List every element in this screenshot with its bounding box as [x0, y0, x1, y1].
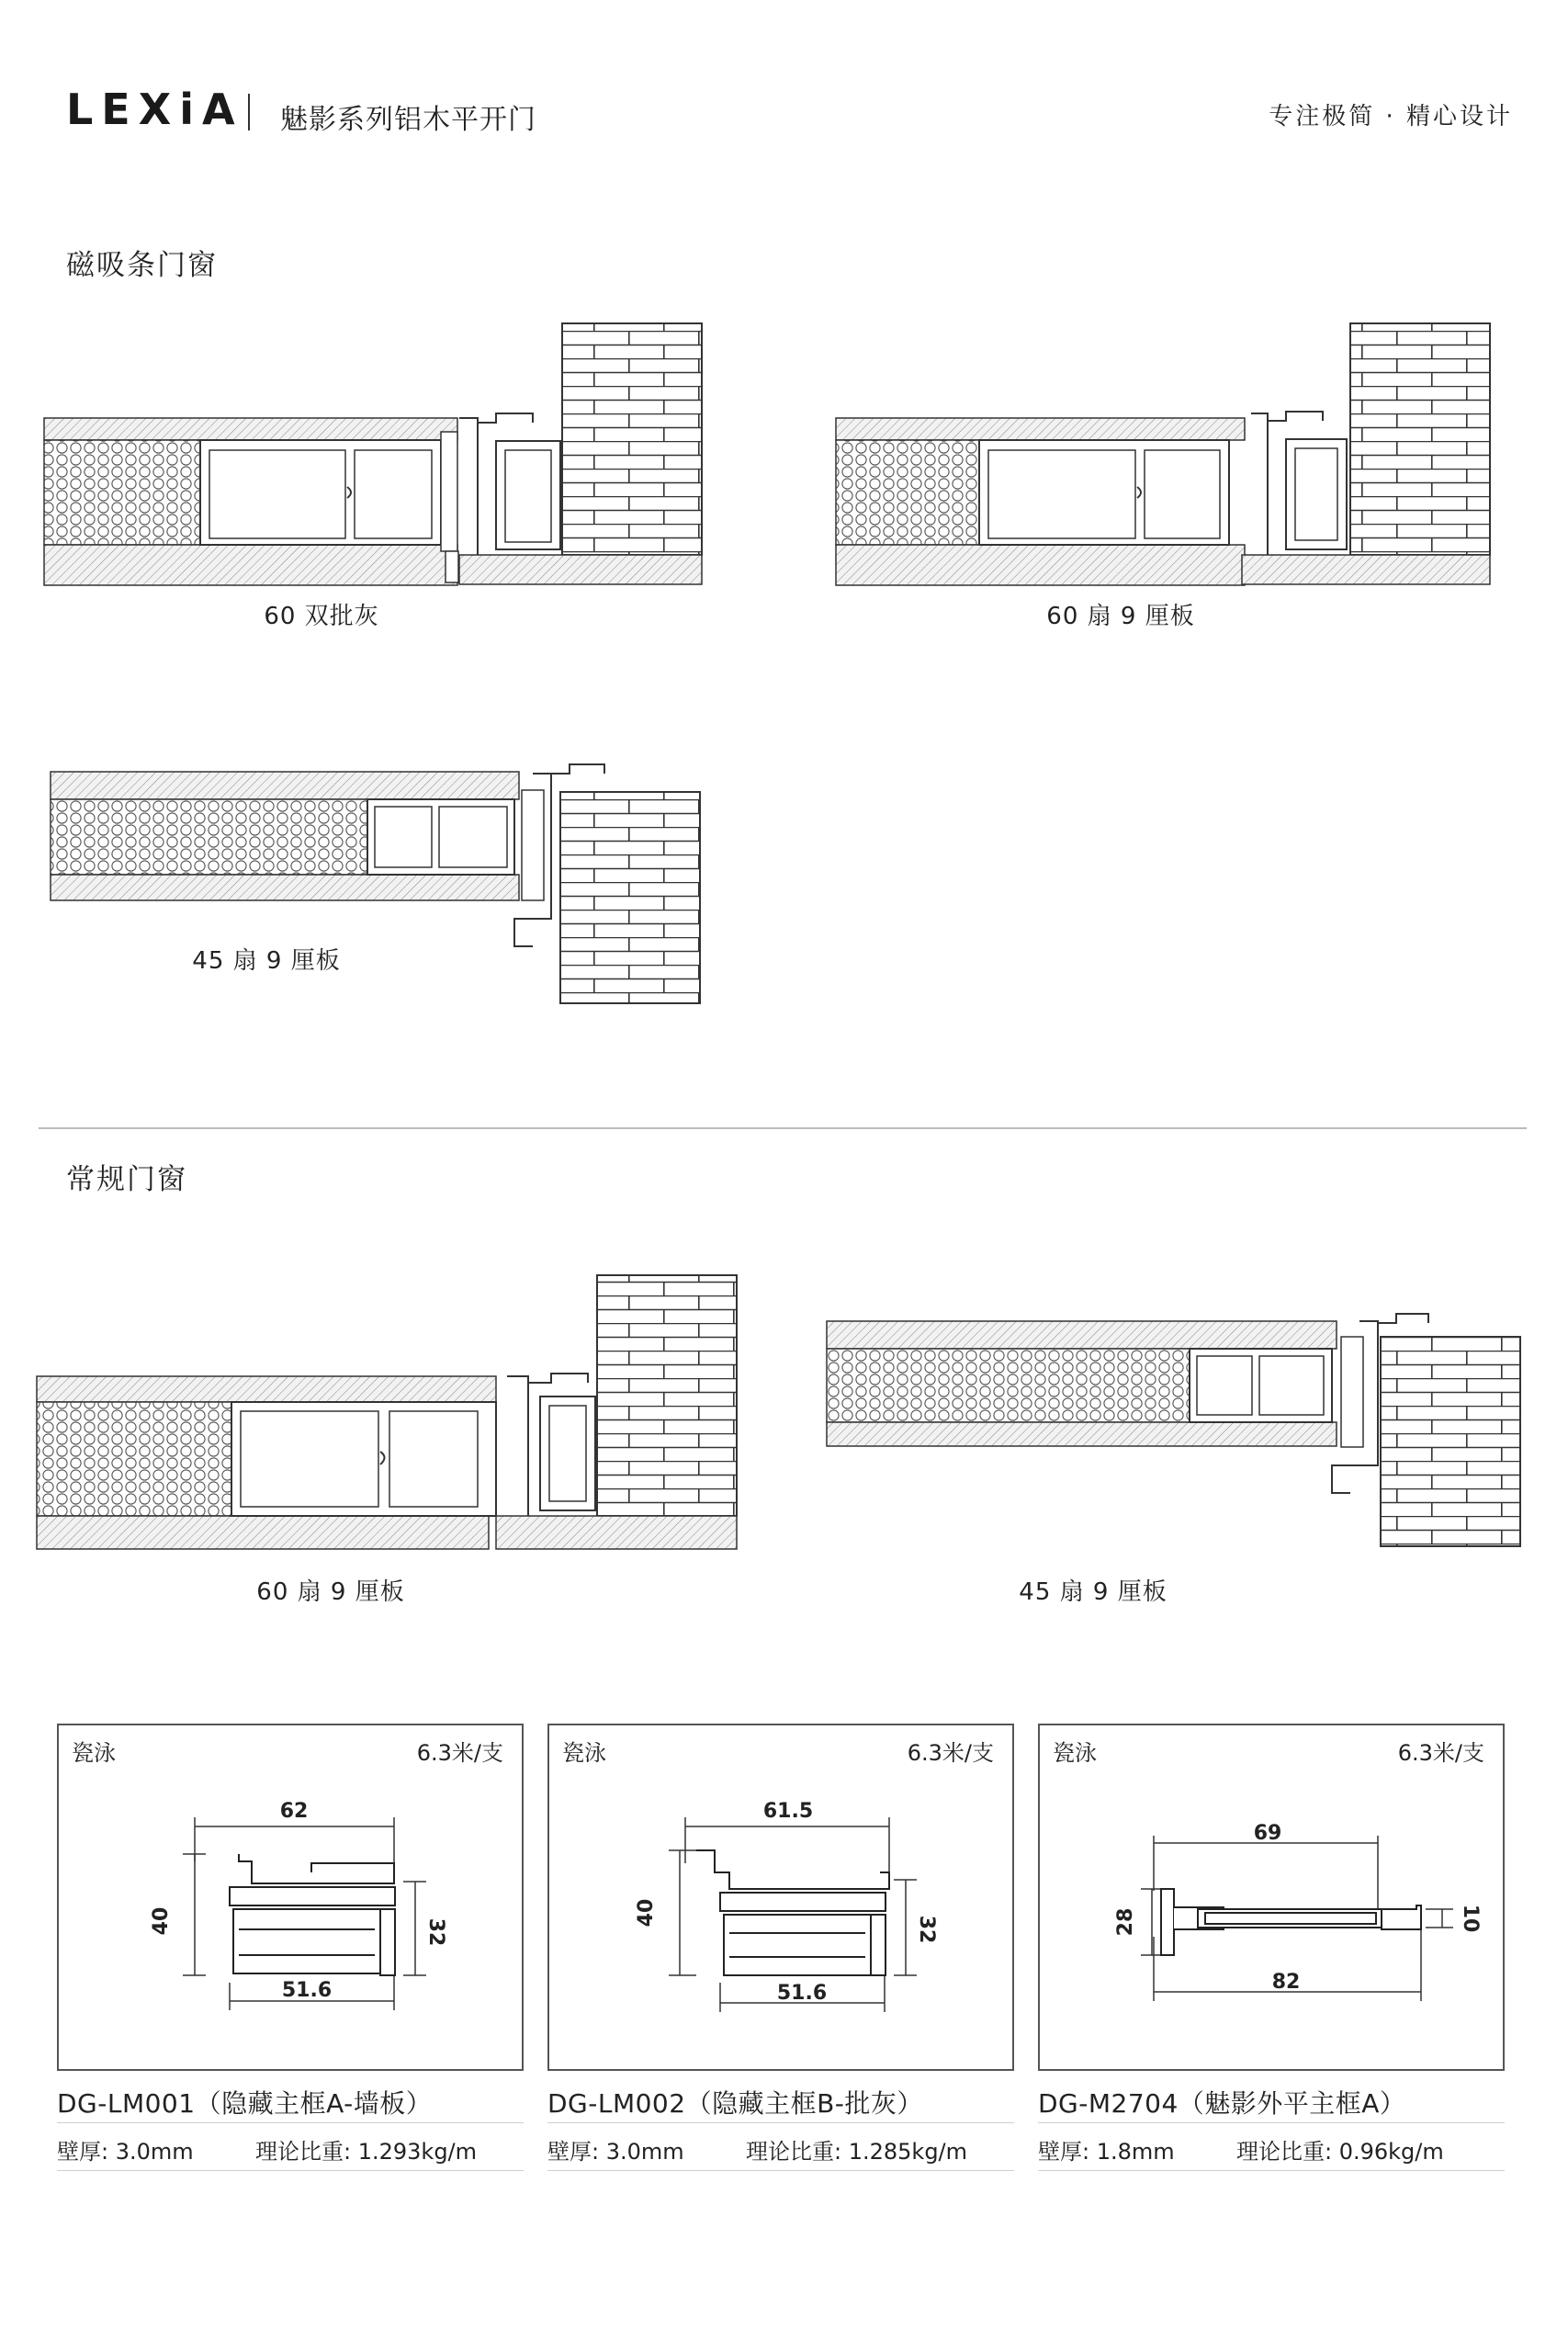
- product-1-weight: 理论比重: 1.293kg/m: [255, 2139, 478, 2165]
- product-3-dim-top: 69: [1253, 1822, 1282, 1845]
- product-card-1: [57, 1724, 524, 2071]
- product-3-dim-left: 28: [1114, 1907, 1137, 1937]
- product-2-dim-top: 61.5: [762, 1800, 814, 1823]
- product-1-dim-left: 40: [150, 1906, 173, 1936]
- product-2-dim-left: 40: [635, 1898, 658, 1928]
- diagram-3-caption: 45 扇 9 厘板: [192, 947, 341, 975]
- diagram-4-caption: 60 扇 9 厘板: [256, 1578, 405, 1606]
- product-2-dim-right: 32: [915, 1915, 938, 1944]
- product-1-profile: [59, 1725, 525, 2073]
- product-3-profile: [1040, 1725, 1506, 2073]
- product-2-length: 6.3米/支: [907, 1740, 994, 1766]
- product-3-wall: 壁厚: 1.8mm: [1038, 2139, 1175, 2165]
- section-title-regular: 常规门窗: [66, 1163, 187, 1196]
- brand-slogan: 专注极简 · 精心设计: [1269, 103, 1513, 130]
- product-1-rule-bottom: [57, 2170, 524, 2171]
- product-2-name: DG-LM002（隐藏主框B-批灰）: [547, 2088, 923, 2119]
- product-2-dim-bottom: 51.6: [776, 1982, 828, 2005]
- diagram-2-drawing: [836, 323, 1490, 585]
- product-3-rule: [1038, 2122, 1505, 2123]
- section-divider: [39, 1127, 1527, 1129]
- product-1-rule: [57, 2122, 524, 2123]
- diagram-5-caption: 45 扇 9 厘板: [1019, 1578, 1168, 1606]
- diagram-1-drawing: [44, 323, 702, 585]
- product-2-material: 瓷泳: [562, 1740, 606, 1766]
- brand-logo: LEXiA: [66, 85, 243, 134]
- diagram-4-drawing: [37, 1275, 737, 1549]
- product-1-material: 瓷泳: [72, 1740, 116, 1766]
- product-1-dim-right: 32: [424, 1917, 447, 1947]
- product-card-2: [547, 1724, 1014, 2071]
- product-card-3: [1038, 1724, 1505, 2071]
- product-1-length: 6.3米/支: [416, 1740, 503, 1766]
- product-2-wall: 壁厚: 3.0mm: [547, 2139, 684, 2165]
- series-title: 魅影系列铝木平开门: [280, 104, 536, 136]
- section-title-magnetic: 磁吸条门窗: [66, 249, 218, 282]
- diagram-1-caption: 60 双批灰: [264, 603, 379, 630]
- product-3-weight: 理论比重: 0.96kg/m: [1236, 2139, 1444, 2165]
- product-2-weight: 理论比重: 1.285kg/m: [746, 2139, 968, 2165]
- product-2-rule-bottom: [547, 2170, 1014, 2171]
- product-3-dim-right: 10: [1459, 1904, 1482, 1933]
- product-2-profile: [549, 1725, 1016, 2073]
- product-1-wall: 壁厚: 3.0mm: [57, 2139, 194, 2165]
- product-1-dim-bottom: 51.6: [281, 1979, 333, 2002]
- product-1-dim-top: 62: [279, 1800, 309, 1823]
- product-3-dim-bottom: 82: [1271, 1971, 1301, 1994]
- diagram-2-caption: 60 扇 9 厘板: [1046, 603, 1195, 630]
- product-2-rule: [547, 2122, 1014, 2123]
- product-3-rule-bottom: [1038, 2170, 1505, 2171]
- product-1-name: DG-LM001（隐藏主框A-墙板）: [57, 2088, 433, 2119]
- product-3-length: 6.3米/支: [1397, 1740, 1484, 1766]
- product-3-name: DG-M2704（魅影外平主框A）: [1038, 2088, 1406, 2119]
- diagram-5-drawing: [827, 1314, 1520, 1546]
- product-3-material: 瓷泳: [1053, 1740, 1097, 1766]
